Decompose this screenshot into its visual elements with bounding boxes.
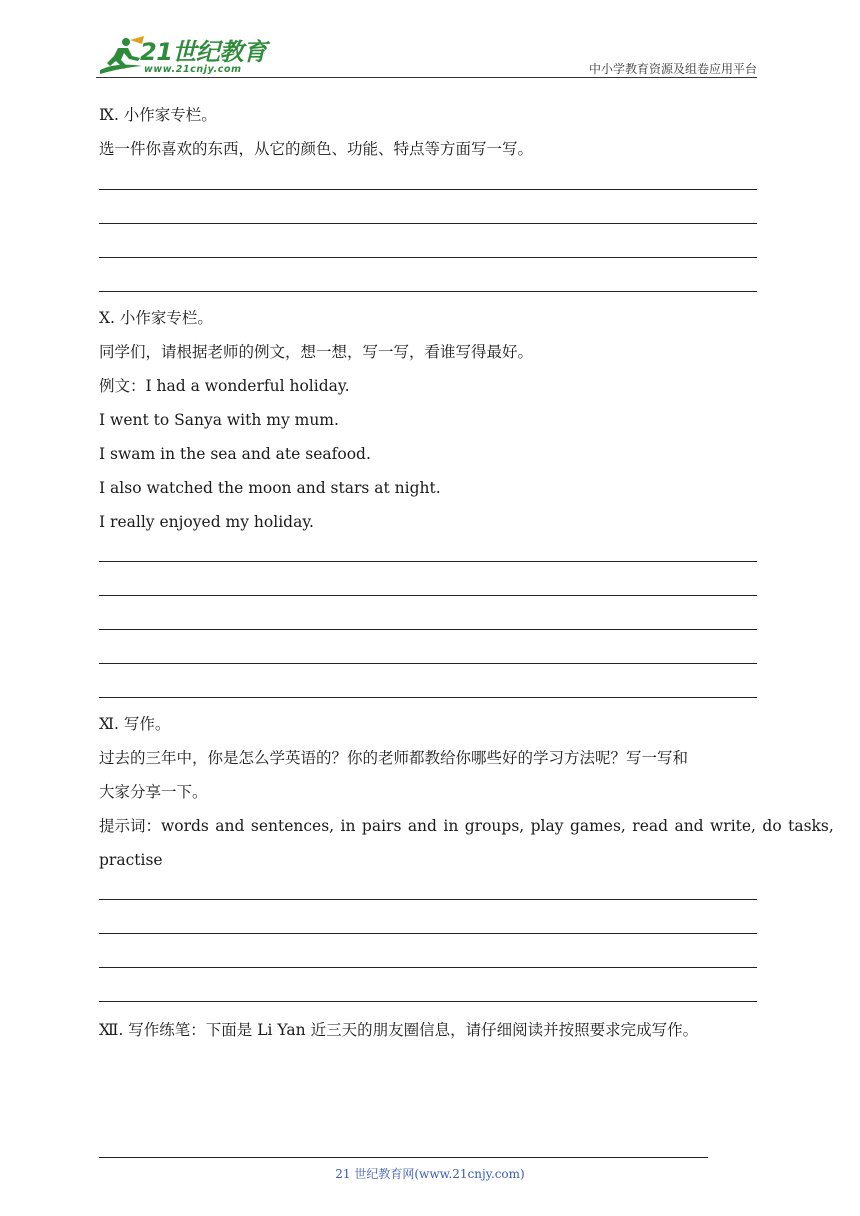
instruction-text: 同学们，请根据老师的例文，想一想，写一写，看谁写得最好。	[99, 343, 534, 361]
section-heading: Ⅺ. 写作。	[99, 715, 171, 733]
writing-line[interactable]	[99, 291, 757, 292]
writing-line[interactable]	[99, 561, 757, 562]
writing-line[interactable]	[99, 595, 757, 596]
writing-line[interactable]	[99, 189, 757, 190]
hint-words: practise	[99, 851, 163, 869]
page-header	[0, 0, 860, 80]
writing-line[interactable]	[99, 257, 757, 258]
header-divider	[96, 77, 757, 78]
header-slogan: 中小学教育资源及组卷应用平台	[588, 62, 757, 76]
writing-line[interactable]	[99, 899, 757, 900]
writing-line[interactable]	[99, 1001, 757, 1002]
writing-line[interactable]	[99, 967, 757, 968]
example-line: I went to Sanya with my mum.	[99, 411, 339, 429]
writing-line[interactable]	[99, 629, 757, 630]
site-logo	[96, 30, 266, 78]
footer-divider	[99, 1157, 708, 1158]
footer-link[interactable]: 21 世纪教育网(www.21cnjy.com)	[335, 1167, 525, 1181]
instruction-text: 选一件你喜欢的东西，从它的颜色、功能、特点等方面写一写。	[99, 140, 534, 158]
example-line: I also watched the moon and stars at night.	[99, 479, 441, 497]
instruction-text: 大家分享一下。	[99, 783, 208, 801]
section-heading: Ⅻ. 写作练笔：下面是 Li Yan 近三天的朋友圈信息，请仔细阅读并按照要求完成写作。	[99, 1021, 699, 1039]
example-line: 例文：I had a wonderful holiday.	[99, 377, 350, 395]
runner-logo-icon	[96, 36, 146, 76]
logo-text: 21世纪教育	[140, 38, 267, 66]
section-heading: Ⅹ. 小作家专栏。	[99, 309, 213, 327]
writing-line[interactable]	[99, 663, 757, 664]
section-heading: Ⅸ. 小作家专栏。	[99, 106, 217, 124]
logo-url: www.21cnjy.com	[144, 64, 242, 75]
hint-words: 提示词：words and sentences, in pairs and in groups, play games, read and write, do tasks,	[99, 817, 834, 835]
instruction-text: 过去的三年中，你是怎么学英语的？你的老师都教给你哪些好的学习方法呢？写一写和	[99, 749, 689, 767]
writing-line[interactable]	[99, 697, 757, 698]
writing-line[interactable]	[99, 223, 757, 224]
writing-line[interactable]	[99, 933, 757, 934]
example-line: I swam in the sea and ate seafood.	[99, 445, 371, 463]
example-line: I really enjoyed my holiday.	[99, 513, 314, 531]
